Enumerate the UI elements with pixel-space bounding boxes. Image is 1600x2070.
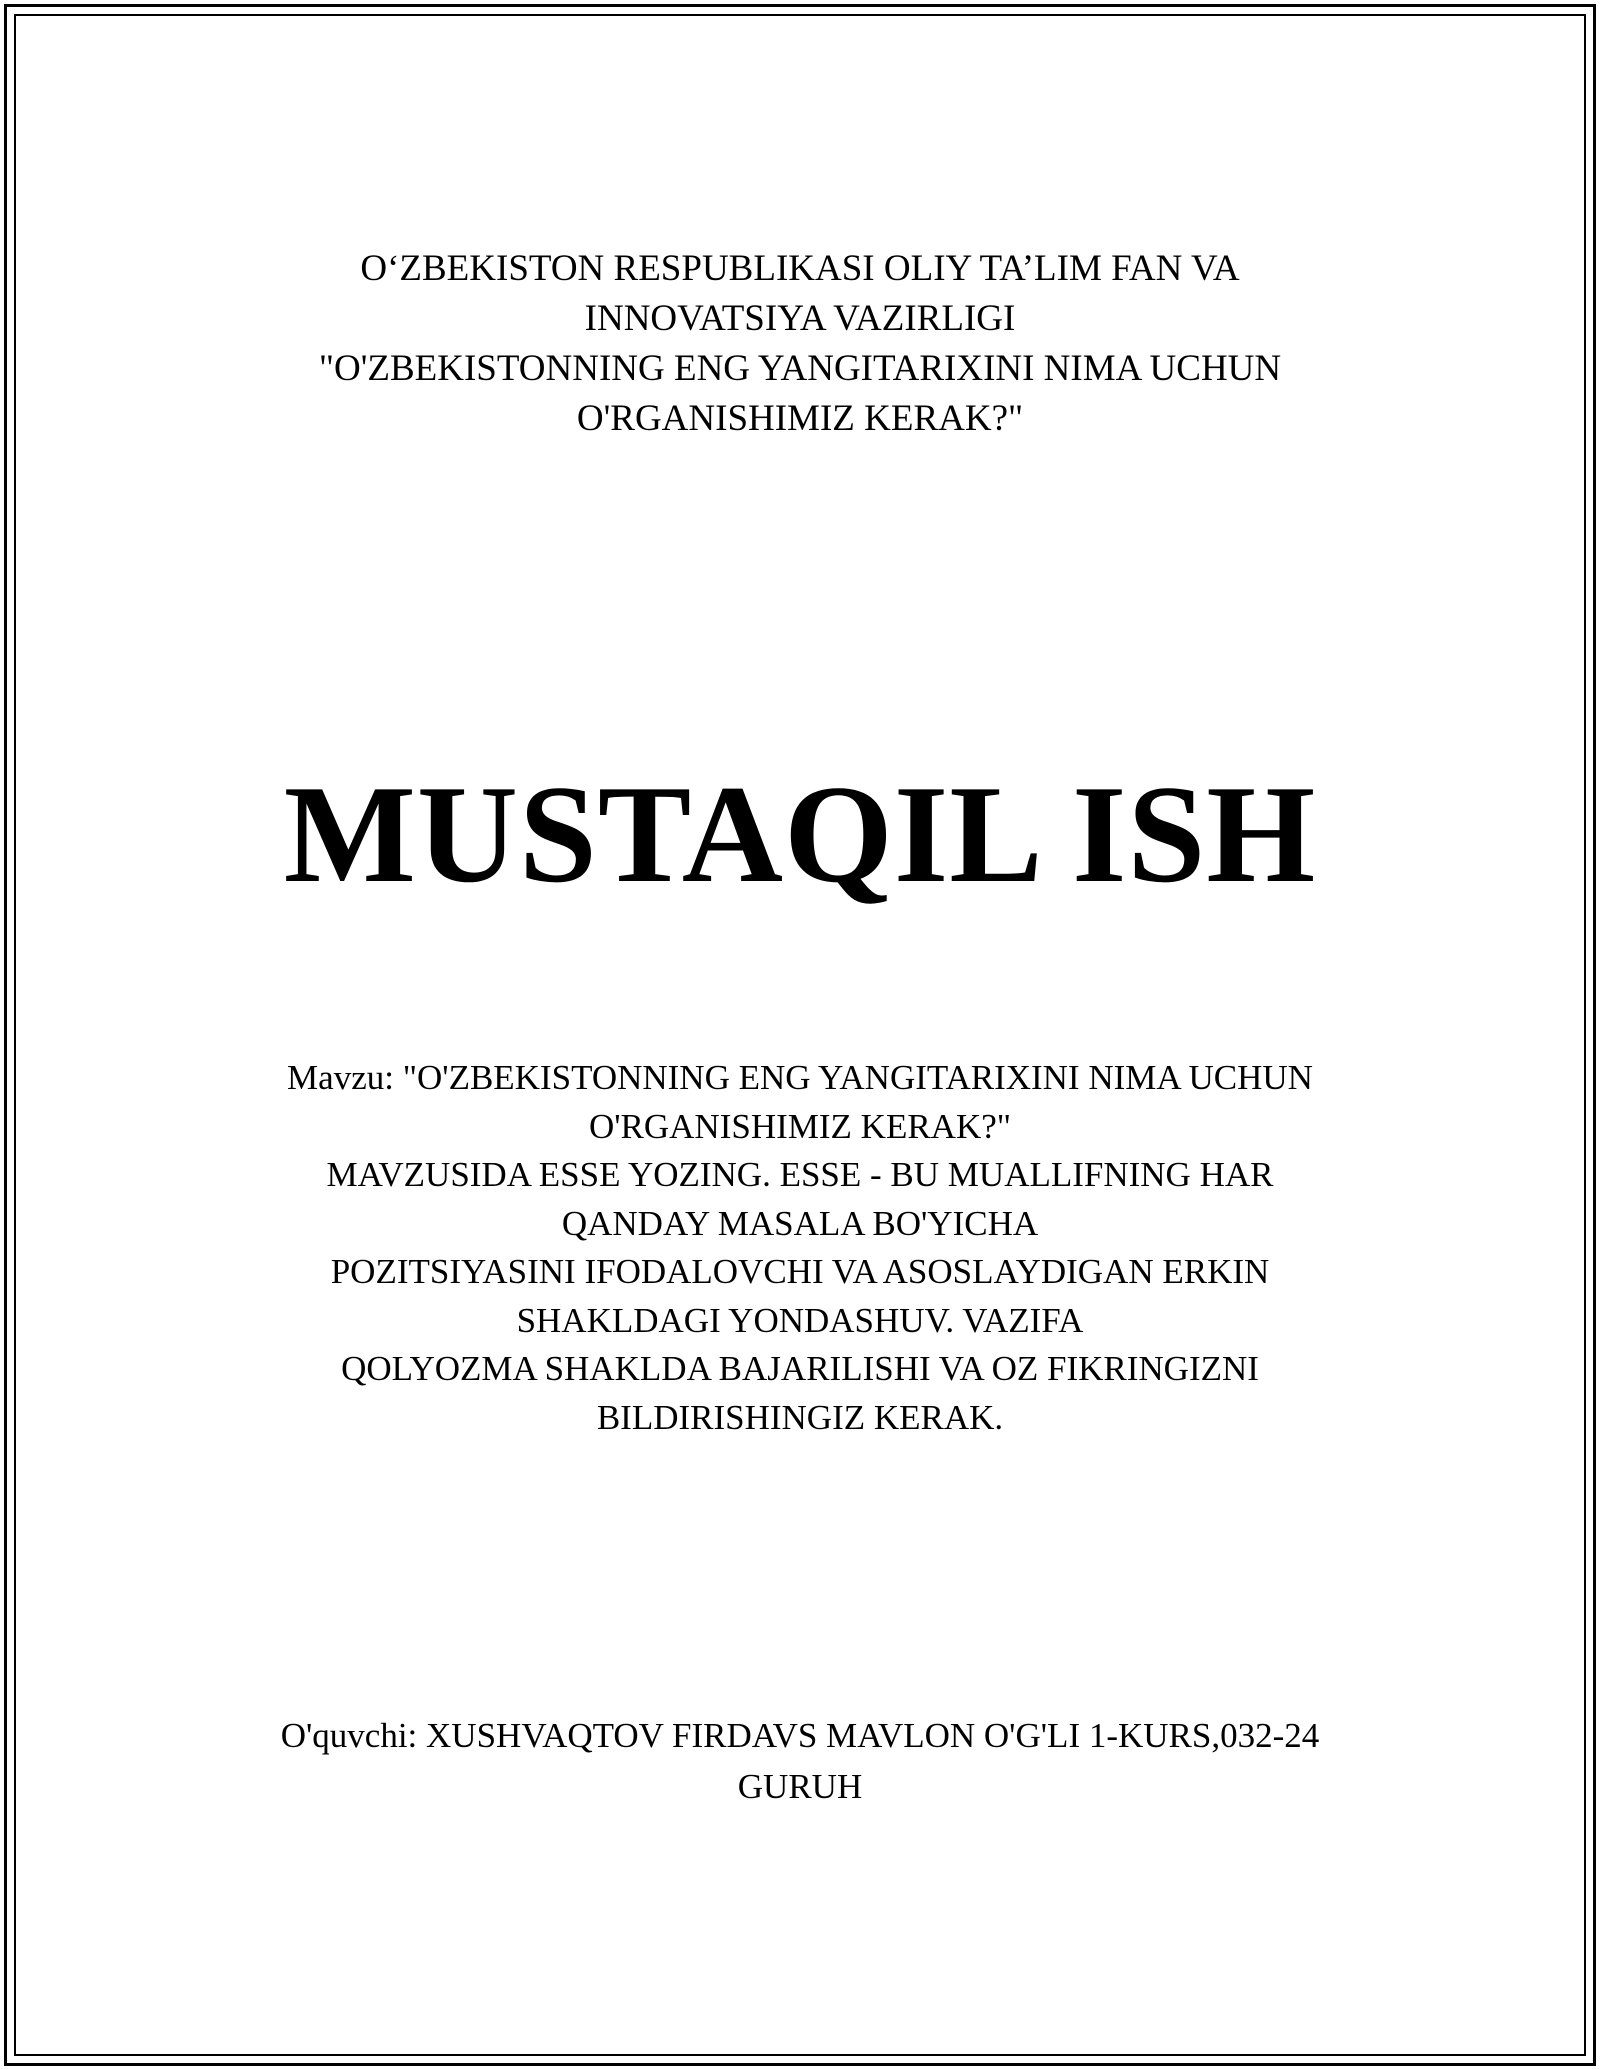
topic-line: QANDAY MASALA BO'YICHA bbox=[561, 1203, 1039, 1243]
topic-line: MAVZUSIDA ESSE YOZING. ESSE - BU MUALLIFNING HAR bbox=[326, 1155, 1274, 1194]
header-line: "O'ZBEKISTONNING ENG YANGITARIXINI NIMA UCHUN bbox=[318, 348, 1282, 389]
topic-line: QOLYOZMA SHAKLDA BAJARILISHI VA OZ FIKRINGIZNI bbox=[341, 1349, 1259, 1388]
ministry-header bbox=[200, 244, 1400, 444]
topic-description bbox=[200, 1054, 1400, 1442]
topic-line: O'RGANISHIMIZ KERAK?" bbox=[588, 1106, 1012, 1146]
topic-line: Mavzu: "O'ZBEKISTONNING ENG YANGITARIXINI NIMA UCHUN bbox=[287, 1058, 1313, 1097]
topic-line: BILDIRISHINGIZ KERAK. bbox=[596, 1397, 1004, 1437]
student-line: GURUH bbox=[737, 1767, 863, 1806]
topic-line: POZITSIYASINI IFODALOVCHI VA ASOSLAYDIGAN ERKIN bbox=[330, 1252, 1270, 1291]
student-info bbox=[200, 1710, 1400, 1812]
header-line: O‘ZBEKISTON RESPUBLIKASI OLIY TA’LIM FAN VA bbox=[360, 248, 1240, 289]
header-line: O'RGANISHIMIZ KERAK?" bbox=[576, 398, 1024, 439]
topic-line: SHAKLDAGI YONDASHUV. VAZIFA bbox=[516, 1300, 1084, 1340]
student-line: O'quvchi: XUSHVAQTOV FIRDAVS MAVLON O'G'LI 1-KURS,032-24 bbox=[280, 1716, 1320, 1755]
document-title: MUSTAQIL ISH bbox=[283, 757, 1317, 912]
header-line: INNOVATSIYA VAZIRLIGI bbox=[584, 298, 1016, 339]
